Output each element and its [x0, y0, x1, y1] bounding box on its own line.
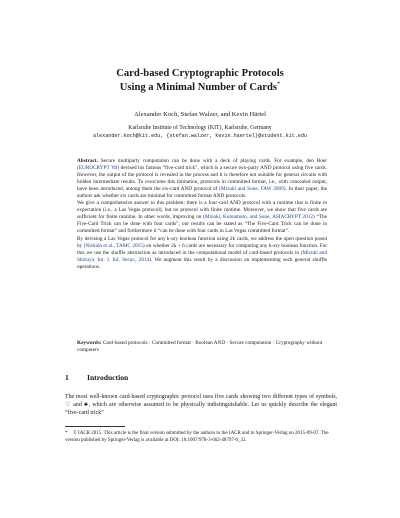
footnote-text: © IACR 2015. This article is the final version submitted by the authors to the IACR and to Springer-Verlag on 2015-09-07. The version published by Springer-Verlag is available at DOI: 10.1007/978-3-662-48797-6_32. — [65, 431, 329, 443]
title-line-2-text: Using a Minimal Number of Cards — [119, 82, 277, 93]
intro-paragraph: The most well-known card-based cryptographic protocol uses five cards showing two different types of symbols, ♡ and ♣, which are otherwise assumed to be physically indistinguishable. Let us quickly describe the elegant “five-card trick” — [65, 394, 337, 416]
citation-link[interactable]: (Mizuki, Kumamoto, and Sone, ASIACRYPT 2012) — [203, 214, 315, 221]
affiliation: Karlsruhe Institute of Technology (KIT), Karlsruhe, Germany — [128, 125, 272, 131]
title-line-2 — [0, 81, 400, 95]
abstract-text: We give a comprehensive answer to this problem: there is a four-card AND protocol with a runtime that is finite in expectation (i.e., a Las Vegas protocol), but no protocol with finite runtime. Moreover, we show that five cards are sufficient for finite runtime. In other words, improving on — [77, 200, 327, 221]
section-heading — [65, 373, 345, 382]
abstract-text: . We augment this result by a discussion on implementing such general shuffle operations. — [77, 256, 327, 270]
footnote-rule — [65, 426, 125, 427]
abstract-label: Abstract. — [77, 158, 98, 164]
keywords-text: Card-based protocols · Committed format · Boolean AND · Secure computation · Cryptography without computers — [77, 340, 323, 354]
citation-link[interactable]: (EUROCRYPT '89) — [77, 165, 120, 172]
affiliation-block — [0, 125, 400, 140]
abstract-text: . In their paper, the authors ask whether six cards are minimal for committed format AND protocols. — [77, 186, 327, 200]
abstract-text: By devising a Las Vegas protocol for any k-ary boolean function using 2k cards, we address the open question posed by — [77, 235, 327, 249]
abstract-paragraph-3 — [77, 236, 327, 271]
intro-body — [65, 394, 337, 418]
author-emails: alexander.koch@kit.edu, {stefan.walzer, kevin.haertel}@student.kit.edu — [93, 132, 307, 139]
abstract-paragraph-2 — [77, 200, 327, 235]
title-footnote-mark: * — [277, 80, 281, 88]
paper-title — [0, 67, 400, 95]
section-title: Introduction — [87, 373, 129, 382]
footnote — [65, 431, 337, 444]
abstract-text: devised his famous “five-card trick”, which is a secure two-party AND protocol using five cards. However, the output of the protocol is revealed in the process and it is therefore not suitable for general circuits with hidden intermediate results. To overcome this limitation, protocols in committed format, i.e., with concealed output, have been introduced, among them the six-card AND protocol of — [77, 165, 327, 193]
abstract-paragraph-1 — [77, 158, 327, 200]
author-list: Alexander Koch, Stefan Walzer, and Kevin Härtel — [133, 111, 266, 118]
keywords — [77, 340, 327, 354]
abstract-text: “The Five-Card Trick can be done with four cards”, our results can be stated as “The Five-Card Trick can be done in committed format” and furthermore it “can be done with four cards in Las Vegas committed format”. — [77, 214, 327, 235]
abstract — [77, 158, 327, 271]
title-line-1: Card-based Cryptographic Protocols — [116, 68, 284, 79]
abstract-text: Secure multiparty computation can be done with a deck of playing cards. For example, den Boer — [100, 158, 328, 164]
keywords-label: Keywords: — [77, 340, 102, 346]
citation-link[interactable]: (Mizuki and Shizuya, Int. J. Inf. Secur., 2014) — [77, 249, 327, 263]
footnote-paragraph — [65, 431, 337, 444]
section-number: 1 — [65, 373, 69, 382]
citation-link[interactable]: (Mizuki and Sone, FAW 2009) — [219, 186, 286, 193]
footnote-mark: * — [65, 431, 68, 436]
abstract-text: on whether 2k + 6 cards are necessary for computing any k-ary boolean function. For this we use the shuffle abstraction as introduced in the computational model of card-based protocols in — [77, 242, 328, 256]
citation-link[interactable]: (Nishida et al., TAMC 2015) — [83, 242, 145, 249]
